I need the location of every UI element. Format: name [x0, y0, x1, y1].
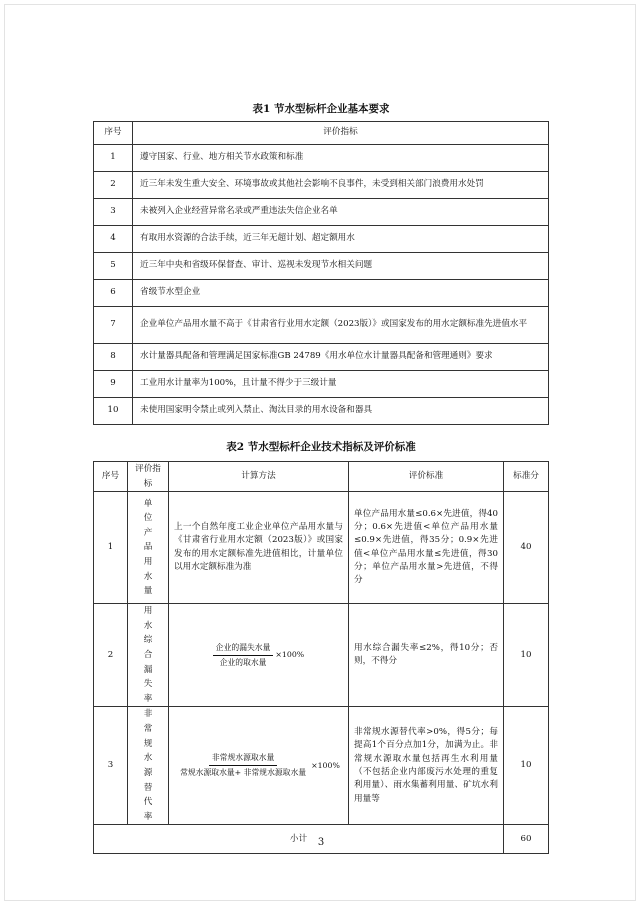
formula-multiplier: ×100% — [311, 760, 340, 770]
formula-numerator: 非常规水源取水量 — [209, 752, 277, 766]
row-indicator: 非常规水源替代率 — [128, 707, 169, 825]
formula-multiplier: ×100% — [275, 650, 305, 660]
row-text: 近三年未发生重大安全、环境事故或其他社会影响不良事件，未受到相关部门浪费用水处罚 — [133, 172, 549, 199]
row-text: 未使用国家明令禁止或列入禁止、淘汰目录的用水设备和器具 — [133, 398, 549, 425]
table-row — [94, 371, 549, 398]
table2-caption: 表2 节水型标杆企业技术指标及评价标准 — [226, 441, 416, 453]
table-row — [94, 604, 549, 707]
row-method: 上一个自然年度工业企业单位产品用水量与《甘肃省行业用水定额（2023版）》或国家发布的用水定额标准先进值相比，计量单位以用水定额标准为准 — [169, 492, 349, 604]
row-text: 水计量器具配备和管理满足国家标准GB 24789《用水单位水计量器具配备和管理通则》要求 — [133, 344, 549, 371]
row-indicator: 用水综合漏失率 — [128, 604, 169, 707]
row-score: 10 — [504, 604, 549, 707]
table-row — [94, 344, 549, 371]
formula-denominator: 常规水源取水量+ 非常规水源取水量 — [180, 768, 307, 778]
formula-numerator: 企业的漏失水量 — [213, 642, 274, 656]
table-row — [94, 307, 549, 344]
table-row — [94, 398, 549, 425]
table-row — [94, 253, 549, 280]
row-criteria: 单位产品用水量≤0.6×先进值，得40分；0.6×先进值<单位产品用水量≤0.9×先进值，得35分；0.9×先进值<单位产品用水量≤先进值，得30分；单位产品用水量>先进值，不得分 — [349, 492, 504, 604]
row-no: 9 — [94, 371, 133, 398]
row-score: 10 — [504, 707, 549, 825]
col-header-criteria: 评价标准 — [349, 462, 504, 492]
row-no: 6 — [94, 280, 133, 307]
col-header-method: 计算方法 — [169, 462, 349, 492]
row-text: 未被列入企业经营异常名录或严重违法失信企业名单 — [133, 199, 549, 226]
table-header-row — [94, 122, 549, 145]
table-row — [94, 492, 549, 604]
row-no: 2 — [94, 172, 133, 199]
row-indicator: 单位产品用水量 — [128, 492, 169, 604]
row-no: 3 — [94, 199, 133, 226]
row-text: 近三年中央和省级环保督查、审计、巡视未发现节水相关问题 — [133, 253, 549, 280]
table-row — [94, 199, 549, 226]
row-method-formula — [169, 604, 349, 707]
row-text: 有取用水资源的合法手续，近三年无超计划、超定额用水 — [133, 226, 549, 253]
substitution-rate-formula — [177, 752, 340, 779]
col-header-indicator: 评价指标 — [128, 462, 169, 492]
col-header-indicator: 评价指标 — [133, 122, 549, 145]
subtotal-score: 60 — [504, 825, 549, 854]
leakage-rate-formula — [213, 642, 304, 669]
table-row — [94, 226, 549, 253]
col-header-no: 序号 — [94, 122, 133, 145]
table-row — [94, 172, 549, 199]
row-no: 1 — [94, 145, 133, 172]
row-no: 3 — [94, 707, 128, 825]
table-header-row — [94, 462, 549, 492]
formula-denominator: 企业的取水量 — [219, 657, 267, 667]
row-no: 7 — [94, 307, 133, 344]
table-row — [94, 280, 549, 307]
row-no: 8 — [94, 344, 133, 371]
row-score: 40 — [504, 492, 549, 604]
basic-requirements-table — [93, 121, 549, 425]
row-text: 企业单位产品用水量不高于《甘肃省行业用水定额（2023版）》或国家发布的用水定额标准先进值水平 — [133, 307, 549, 344]
table-row — [94, 145, 549, 172]
row-text: 遵守国家、行业、地方相关节水政策和标准 — [133, 145, 549, 172]
row-criteria: 用水综合漏失率≤2%，得10分；否则，不得分 — [349, 604, 504, 707]
col-header-no: 序号 — [94, 462, 128, 492]
row-text: 省级节水型企业 — [133, 280, 549, 307]
table-row — [94, 707, 549, 825]
row-no: 1 — [94, 492, 128, 604]
row-no: 4 — [94, 226, 133, 253]
page-number: 3 — [317, 837, 325, 848]
row-method-formula — [169, 707, 349, 825]
subtotal-label: 小计 — [94, 825, 504, 854]
row-text: 工业用水计量率为100%，且计量不得少于三级计量 — [133, 371, 549, 398]
row-no: 5 — [94, 253, 133, 280]
row-no: 2 — [94, 604, 128, 707]
technical-indicators-table — [93, 461, 549, 854]
row-criteria: 非常规水源替代率>0%，得5分；每提高1个百分点加1分，加满为止。非常规水源取水量包括再生水利用量（不包括企业内部废污水处理的重复利用量）、雨水集蓄利用量、矿坑水利用量等 — [349, 707, 504, 825]
col-header-score: 标准分 — [504, 462, 549, 492]
row-no: 10 — [94, 398, 133, 425]
table1-caption: 表1 节水型标杆企业基本要求 — [252, 103, 390, 115]
